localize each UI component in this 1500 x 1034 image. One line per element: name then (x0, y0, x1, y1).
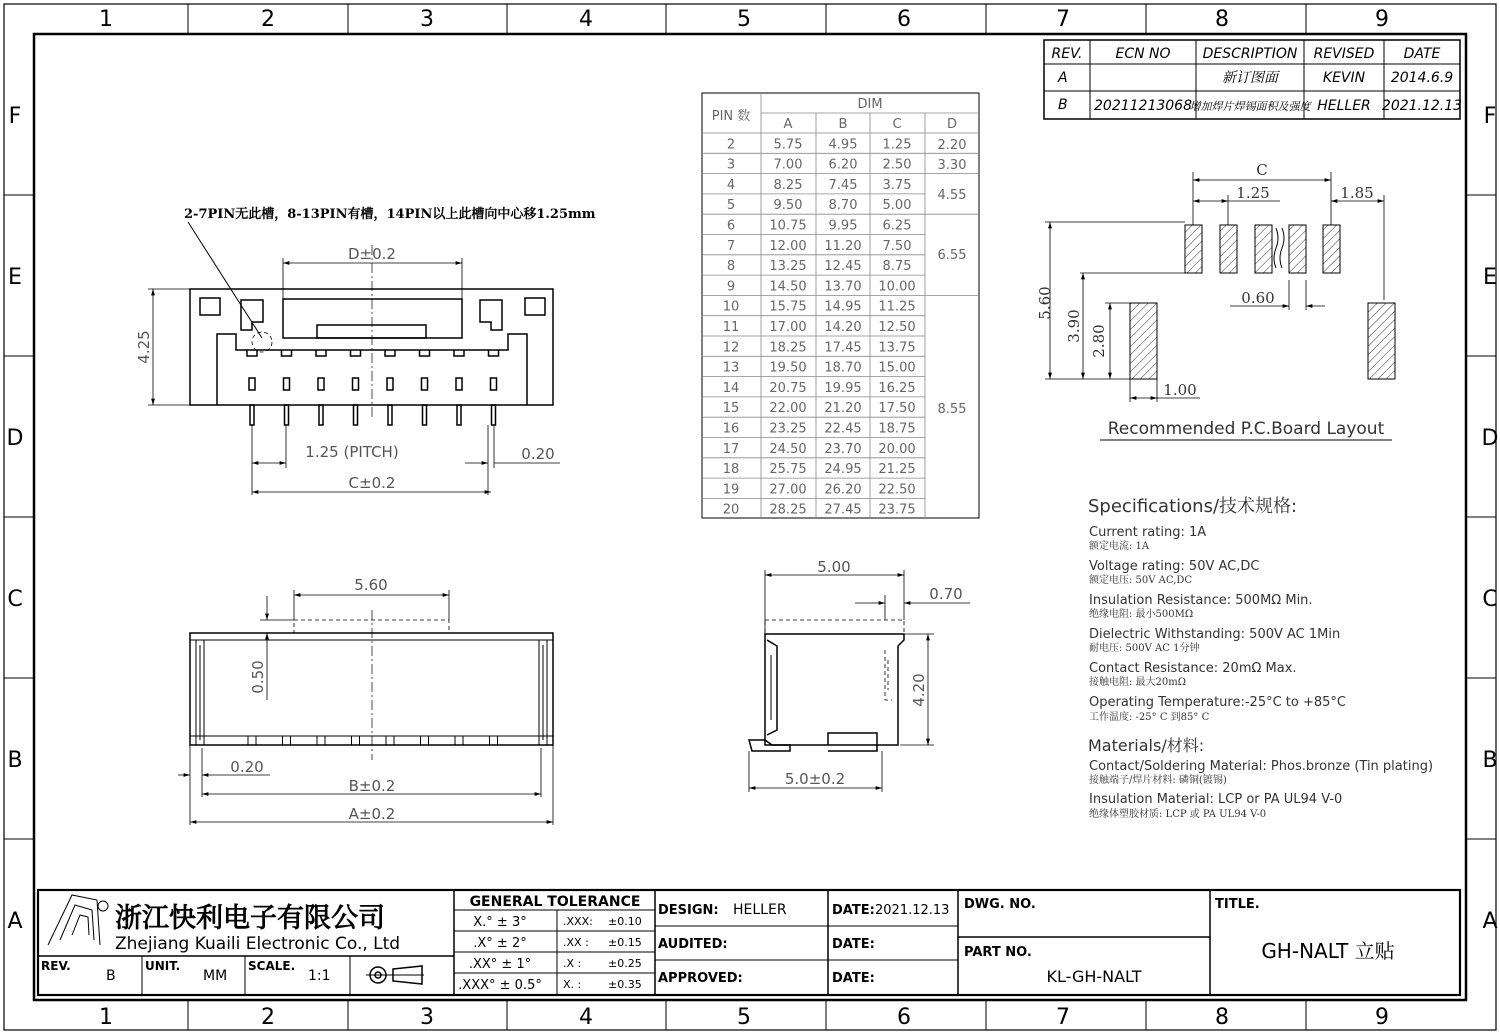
pin-count: 11 (722, 320, 740, 335)
tol-linear-value: ±0.25 (608, 957, 642, 970)
pcb-end: 1.85 (1340, 184, 1374, 202)
pin-tail (492, 405, 496, 425)
inner-border (34, 34, 1466, 1000)
pin-body (491, 378, 497, 390)
dim-depth: 0.50 (249, 660, 267, 694)
pin-tail (250, 405, 254, 425)
rev-cell: 新订图面 (1222, 70, 1278, 86)
pin-body (353, 378, 359, 390)
pin-body (249, 378, 255, 390)
pin-head (316, 350, 326, 356)
dim-value: 3.75 (882, 177, 912, 193)
pin-count: 16 (722, 421, 740, 437)
dim-value: 13.75 (878, 340, 916, 356)
dim-value: 1.25 (882, 137, 912, 153)
spec-item: Insulation Resistance: 500MΩ Min. (1089, 593, 1313, 608)
row-label: A (7, 909, 23, 934)
dim-top: 5.60 (354, 576, 388, 594)
d-value: 4.55 (937, 188, 967, 203)
dim-value: 10.00 (878, 279, 916, 295)
design-date: 2021.12.13 (875, 903, 950, 918)
dim-side-height: 4.20 (910, 673, 928, 707)
pin-count: 8 (726, 259, 736, 275)
rev-cell: 2014.6.9 (1390, 70, 1454, 86)
pcb-layout (1036, 161, 1395, 440)
dim-value: 27.45 (824, 502, 862, 518)
dim-side-base: 5.0±0.2 (784, 770, 846, 788)
pin-count: 3 (726, 157, 736, 173)
approved-label: APPROVED: (658, 971, 743, 986)
pin-foot (283, 736, 291, 745)
material-item-cn: 接触端子/焊片材料: 磷铜(镀锡) (1089, 775, 1227, 786)
pin-count: 19 (722, 482, 740, 498)
col-label: 4 (579, 1005, 593, 1030)
dim-side-width: 5.00 (817, 558, 851, 576)
date-label: DATE: (832, 937, 875, 952)
row-label: A (1482, 909, 1498, 934)
dim-value: 23.25 (769, 421, 807, 437)
pin-count: 14 (722, 380, 740, 396)
rev-header: DESCRIPTION (1202, 46, 1298, 62)
pin-head (454, 350, 464, 356)
dim-value: 10.75 (769, 218, 807, 234)
dim-value: 8.25 (773, 177, 803, 193)
pin-body (422, 378, 428, 390)
pin-tail (457, 405, 461, 425)
dim-value: 8.75 (882, 259, 912, 275)
dim-value: 20.00 (878, 441, 916, 457)
front-view (135, 245, 560, 495)
dim-value: 7.45 (828, 177, 858, 193)
date-label: DATE: (832, 971, 875, 986)
tol-angle: .XX° ± 1° (468, 957, 532, 972)
pin-tail (354, 405, 358, 425)
pin-body (318, 378, 324, 390)
pin-count: 2 (726, 137, 736, 153)
company-name-cn: 浙江快利电子有限公司 (115, 903, 385, 934)
tolerance-title: GENERAL TOLERANCE (469, 894, 641, 910)
pin-count: 7 (726, 238, 736, 254)
dim-value: 26.20 (824, 482, 862, 498)
rev-header: REV. (1051, 46, 1083, 62)
tol-angle: .X° ± 2° (473, 936, 527, 951)
pin-foot (455, 736, 463, 745)
pin-header: PIN 数 (711, 109, 751, 124)
material-item: Contact/Soldering Material: Phos.bronze (Tin plating) (1089, 759, 1434, 774)
col-label: 1 (99, 7, 113, 32)
pin-head (247, 350, 257, 356)
pin-count: 12 (722, 340, 740, 356)
rev-cell: 20211213068 (1094, 98, 1192, 114)
pin-foot (386, 736, 394, 745)
pin-count: 18 (722, 462, 740, 478)
dim-value: 5.75 (773, 137, 803, 153)
col-label: 8 (1215, 7, 1229, 32)
col-label: 2 (261, 1005, 275, 1030)
pin-head (489, 350, 499, 356)
rev-label: REV. (41, 959, 71, 973)
pcb-c: C (1256, 161, 1268, 179)
rev-header: ECN NO (1115, 46, 1171, 62)
pin-head (420, 350, 430, 356)
pin-foot (248, 736, 256, 745)
col-label: 4 (579, 7, 593, 32)
pin-foot (317, 736, 325, 745)
row-label: F (8, 104, 22, 129)
dim-header: DIM (857, 97, 883, 112)
col-header: B (838, 117, 848, 132)
dim-side-offset: 0.70 (929, 585, 963, 603)
dim-value: 14.20 (824, 320, 862, 335)
col-label: 2 (261, 7, 275, 32)
dim-value: 17.45 (824, 340, 862, 356)
dim-value: 24.50 (769, 441, 807, 457)
dim-value: 22.50 (878, 482, 916, 498)
dim-value: 25.75 (769, 462, 807, 478)
tol-linear-value: ±0.10 (608, 915, 642, 928)
dim-value: 4.95 (828, 137, 858, 153)
col-label: 7 (1056, 7, 1070, 32)
dim-value: 18.70 (824, 360, 862, 376)
rev-cell: KEVIN (1322, 70, 1366, 86)
dim-value: 12.00 (769, 238, 807, 254)
pcb-h1: 5.60 (1036, 286, 1054, 320)
material-item-cn: 绝缘体塑胶材质: LCP 或 PA UL94 V-0 (1089, 809, 1267, 820)
rev-header: DATE (1403, 46, 1441, 62)
dim-value: 6.25 (882, 218, 912, 234)
dim-value: 9.95 (828, 218, 858, 234)
projection-icon (366, 966, 424, 984)
pcb-h2: 3.90 (1065, 309, 1083, 343)
dim-value: 8.70 (828, 198, 858, 214)
dim-pin: 0.20 (230, 758, 264, 776)
pin-count: 10 (722, 299, 740, 315)
rev-value: B (106, 968, 116, 984)
dim-value: 14.95 (824, 299, 862, 315)
dim-value: 14.50 (769, 279, 807, 295)
dim-b: B±0.2 (348, 777, 396, 795)
rev-cell: HELLER (1317, 98, 1371, 114)
dim-value: 13.70 (824, 279, 862, 295)
pin-head (282, 350, 292, 356)
dim-value: 22.00 (769, 401, 807, 417)
pin-count: 9 (726, 279, 736, 295)
dim-value: 6.20 (828, 157, 858, 173)
col-label: 3 (420, 1005, 434, 1030)
tol-linear-key: .XXX: (563, 915, 593, 928)
dim-value: 21.20 (824, 401, 862, 417)
pin-count: 6 (726, 218, 736, 234)
dim-value: 27.00 (769, 482, 807, 498)
unit-value: MM (203, 968, 228, 984)
tol-linear-key: .X : (563, 957, 582, 970)
dim-value: 13.25 (769, 259, 807, 275)
pin-body (456, 378, 462, 390)
row-label: D (6, 426, 24, 451)
side-view (749, 558, 970, 792)
col-header: C (892, 117, 902, 132)
d-value: 6.55 (937, 248, 967, 263)
pcb-h3: 2.80 (1090, 324, 1108, 358)
col-label: 7 (1056, 1005, 1070, 1030)
design-label: DESIGN: (658, 903, 719, 918)
scale-label: SCALE. (248, 959, 296, 973)
spec-item: Contact Resistance: 20mΩ Max. (1089, 661, 1297, 676)
rev-cell: B (1058, 97, 1068, 113)
spec-item-cn: 接触电阻: 最大20mΩ (1089, 677, 1187, 688)
dim-value: 7.00 (773, 157, 803, 173)
company-name-en: Zhejiang Kuaili Electronic Co., Ltd (115, 934, 401, 954)
col-header: D (946, 117, 958, 132)
dim-value: 5.00 (882, 198, 912, 214)
pcb-title: Recommended P.C.Board Layout (1107, 419, 1385, 439)
dim-value: 18.25 (769, 340, 807, 356)
tol-angle: .XXX° ± 0.5° (458, 978, 542, 993)
dim-value: 23.70 (824, 441, 862, 457)
dim-value: 19.95 (824, 380, 862, 396)
materials-title: Materials/材料: (1088, 736, 1205, 755)
dim-value: 21.25 (878, 462, 916, 478)
tol-linear-value: ±0.35 (608, 978, 642, 991)
spec-item: Operating Temperature:-25°C to +85°C (1089, 695, 1346, 710)
pin-tail (388, 405, 392, 425)
spec-item: Voltage rating: 50V AC,DC (1089, 559, 1260, 574)
pcb-pad-width: 0.60 (1241, 289, 1275, 307)
date-label: DATE: (832, 903, 875, 918)
row-label: E (1483, 265, 1497, 290)
pin-body (284, 378, 290, 390)
dim-value: 15.75 (769, 299, 807, 315)
col-header: A (783, 117, 793, 132)
dim-c: C±0.2 (348, 474, 396, 492)
pcb-pitch: 1.25 (1236, 184, 1270, 202)
tol-angle: X.° ± 3° (473, 915, 527, 930)
dim-value: 12.45 (824, 259, 862, 275)
row-label: B (1482, 748, 1498, 773)
pin-tail (319, 405, 323, 425)
col-label: 3 (420, 7, 434, 32)
dim-value: 17.00 (769, 320, 807, 335)
dim-value: 24.95 (824, 462, 862, 478)
dim-pitch: 1.25 (PITCH) (305, 443, 399, 461)
spec-item-cn: 额定电压: 50V AC,DC (1089, 575, 1193, 586)
d-value: 3.30 (937, 158, 967, 173)
dim-value: 7.50 (882, 238, 912, 254)
dim-value: 18.75 (878, 421, 916, 437)
specs-title: Specifications/技术规格: (1088, 496, 1298, 517)
col-label: 6 (897, 1005, 911, 1030)
dim-value: 15.00 (878, 360, 916, 376)
dim-height: 4.25 (135, 330, 153, 364)
pin-tail (423, 405, 427, 425)
drawing-title: GH-NALT 立贴 (1261, 939, 1395, 963)
rev-cell: 增加焊片焊锡面积及强度 (1189, 100, 1311, 113)
row-label: C (1482, 587, 1498, 612)
dwg-no-label: DWG. NO. (964, 897, 1036, 912)
pcb-tab-width: 1.00 (1163, 381, 1197, 399)
tol-linear-key: X. : (563, 978, 582, 991)
audited-label: AUDITED: (658, 937, 728, 952)
revision-table (1044, 40, 1462, 119)
pin-foot (490, 736, 498, 745)
row-label: C (7, 587, 23, 612)
d-value: 8.55 (937, 402, 967, 417)
dim-value: 16.25 (878, 380, 916, 396)
pin-foot (421, 736, 429, 745)
rev-cell: A (1058, 70, 1068, 86)
row-label: F (1483, 104, 1497, 129)
dim-d: D±0.2 (348, 245, 396, 263)
pin-count: 13 (722, 360, 740, 376)
slot-note: 2-7PIN无此槽，8-13PIN有槽，14PIN以上此槽向中心移1.25mm (184, 207, 596, 222)
dim-value: 11.20 (824, 238, 862, 254)
bottom-view (178, 576, 553, 825)
spec-item: Dielectric Withstanding: 500V AC 1Min (1089, 627, 1341, 642)
dim-value: 2.50 (882, 157, 912, 173)
part-no-label: PART NO. (964, 945, 1032, 960)
title-label: TITLE. (1215, 897, 1260, 912)
scale-value: 1:1 (308, 968, 331, 984)
pin-head (351, 350, 361, 356)
dim-a: A±0.2 (348, 805, 396, 823)
tol-linear-key: .XX : (563, 936, 589, 949)
dim-value: 19.50 (769, 360, 807, 376)
pin-tail (285, 405, 289, 425)
col-label: 8 (1215, 1005, 1229, 1030)
d-value: 2.20 (937, 138, 967, 153)
spec-item-cn: 绝缘电阻: 最小500MΩ (1089, 609, 1194, 620)
spec-item-cn: 额定电流: 1A (1089, 541, 1150, 552)
dim-value: 12.50 (878, 320, 916, 335)
dim-value: 23.75 (878, 502, 916, 518)
pin-count: 4 (726, 177, 736, 193)
dim-value: 11.25 (878, 299, 916, 315)
dim-value: 28.25 (769, 502, 807, 518)
row-label: B (7, 748, 23, 773)
pin-foot (352, 736, 360, 745)
frame-ticks (4, 4, 1496, 1030)
tol-linear-value: ±0.15 (608, 936, 642, 949)
pin-count: 17 (722, 441, 740, 457)
specifications (1088, 496, 1433, 820)
dim-value: 22.45 (824, 421, 862, 437)
pin-count: 15 (722, 401, 740, 417)
outer-border (4, 4, 1496, 1030)
dim-value: 17.50 (878, 401, 916, 417)
pin-head (385, 350, 395, 356)
spec-item-cn: 工作温度: -25° C 到85° C (1089, 712, 1210, 723)
material-item: Insulation Material: LCP or PA UL94 V-0 (1089, 792, 1343, 807)
row-label: D (1481, 426, 1499, 451)
dim-pin-width: 0.20 (521, 445, 555, 463)
part-no: KL-GH-NALT (1046, 967, 1142, 986)
rev-cell: 2021.12.13 (1381, 98, 1463, 114)
rev-header: REVISED (1313, 46, 1375, 62)
dim-value: 20.75 (769, 380, 807, 396)
col-label: 9 (1375, 1005, 1389, 1030)
company-logo (48, 895, 108, 945)
note-leader (188, 222, 262, 338)
row-label: E (8, 265, 22, 290)
col-label: 5 (737, 1005, 751, 1030)
col-label: 1 (99, 1005, 113, 1030)
spec-item-cn: 耐电压: 500V AC 1分钟 (1089, 643, 1200, 654)
pin-body (387, 378, 393, 390)
dim-value: 9.50 (773, 198, 803, 214)
unit-label: UNIT. (145, 959, 181, 973)
spec-item: Current rating: 1A (1089, 525, 1207, 540)
title-block (38, 890, 1460, 995)
col-label: 6 (897, 7, 911, 32)
pin-count: 20 (722, 502, 740, 518)
designer: HELLER (733, 902, 787, 918)
col-label: 5 (737, 7, 751, 32)
pin-count: 5 (726, 198, 736, 214)
col-label: 9 (1375, 7, 1389, 32)
dimension-table (702, 93, 979, 518)
